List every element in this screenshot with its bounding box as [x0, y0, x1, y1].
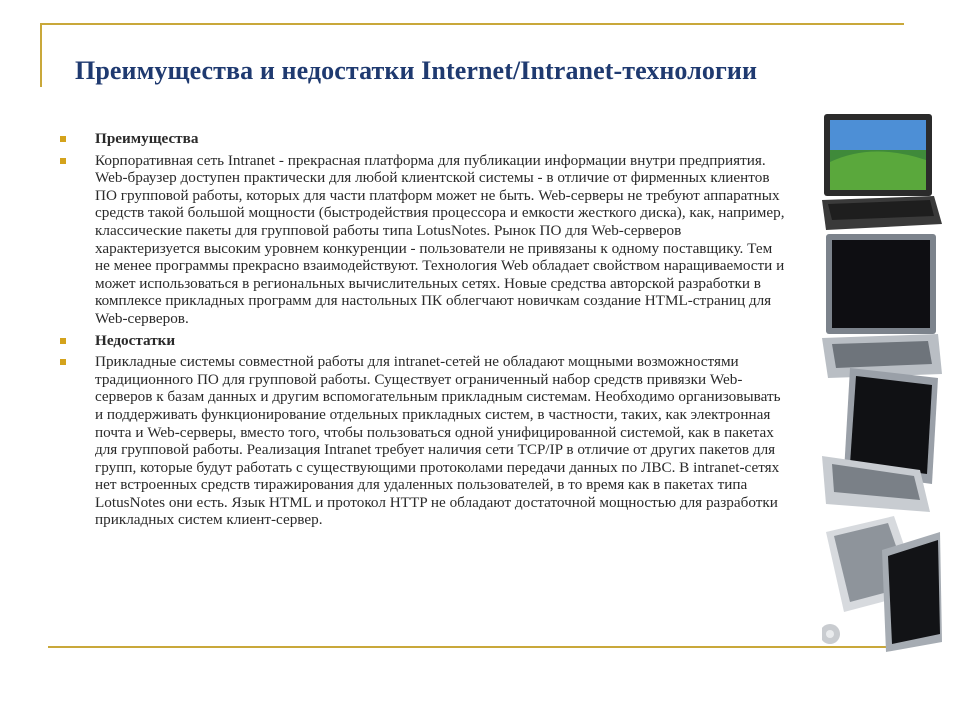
bullet-icon	[60, 158, 66, 164]
advantages-paragraph: Корпоративная сеть Intranet - прекрасная платформа для публикации информации внутри предприятия. Web-браузер доступен практически для любой клиентской системы - в отличие от фирменных клиентов ПО групповой работы, которых для части платформ может не быть. Web-серверы не требуют аппаратных средств такой большой мощности (быстродействия процессора и емкости жесткого диска), как, например, классические пакеты для групповой работы типа LotusNotes. Рынок ПО для Web-серверов характеризуется высоким уровнем конкуренции - пользователи не привязаны к одному поставщику. Тем не менее программы прекрасно взаимодействуют. Технология Web обладает свойством наращиваемости и может использоваться в региональных вычислительных сетях. Новые средства авторской разработки в комплексе прикладных программ для настольных ПК облегчают новичкам создание HTML-страниц для Web-серверов.	[95, 151, 785, 327]
laptop-icon	[822, 368, 938, 512]
frame-top-line	[40, 23, 904, 25]
frame-bottom-line	[48, 646, 888, 648]
slide-content	[60, 130, 790, 533]
bullet-item	[60, 353, 790, 529]
bullet-icon	[60, 359, 66, 365]
section-heading-advantages: Преимущества	[95, 130, 199, 147]
slide-title: Преимущества и недостатки Internet/Intranet-технологии	[75, 56, 758, 85]
laptop-icon	[822, 516, 942, 652]
frame-left-line	[40, 23, 42, 87]
bullet-item	[60, 152, 790, 328]
bullet-item	[60, 332, 790, 350]
laptop-icon	[822, 234, 942, 378]
laptops-image	[822, 112, 942, 657]
section-heading-disadvantages: Недостатки	[95, 331, 176, 349]
bullet-icon	[60, 136, 66, 142]
bullet-item	[60, 130, 790, 148]
bullet-icon	[60, 338, 66, 344]
disadvantages-paragraph: Прикладные системы совместной работы для intranet-сетей не обладают мощными возможностями традиционного ПО для групповой работы. Существует ограниченный набор средств привязки Web-серверов к базам данных и другим вспомогательным прикладным системам. Необходимо организовывать и поддерживать функционирование отдельных прикладных систем, в частности, таких, как электронная почта и Web-серверы, вместо того, чтобы пользоваться одной унифицированной системой, как в пакетах для групповой работы. Реализация Intranet требует наличия сети TCP/IP в отличие от других пакетов для групп, которые будут работать с существующими протоколами передачи данных по ЛВС. В intranet-сетях нет встроенных средств тиражирования для удаленных пользователей, в то время как в пакетах типа LotusNotes они есть. Язык HTML и протокол HTTP не обладают достаточной мощностью для разработки прикладных систем клиент-сервер.	[95, 353, 781, 529]
laptop-icon	[822, 114, 942, 230]
